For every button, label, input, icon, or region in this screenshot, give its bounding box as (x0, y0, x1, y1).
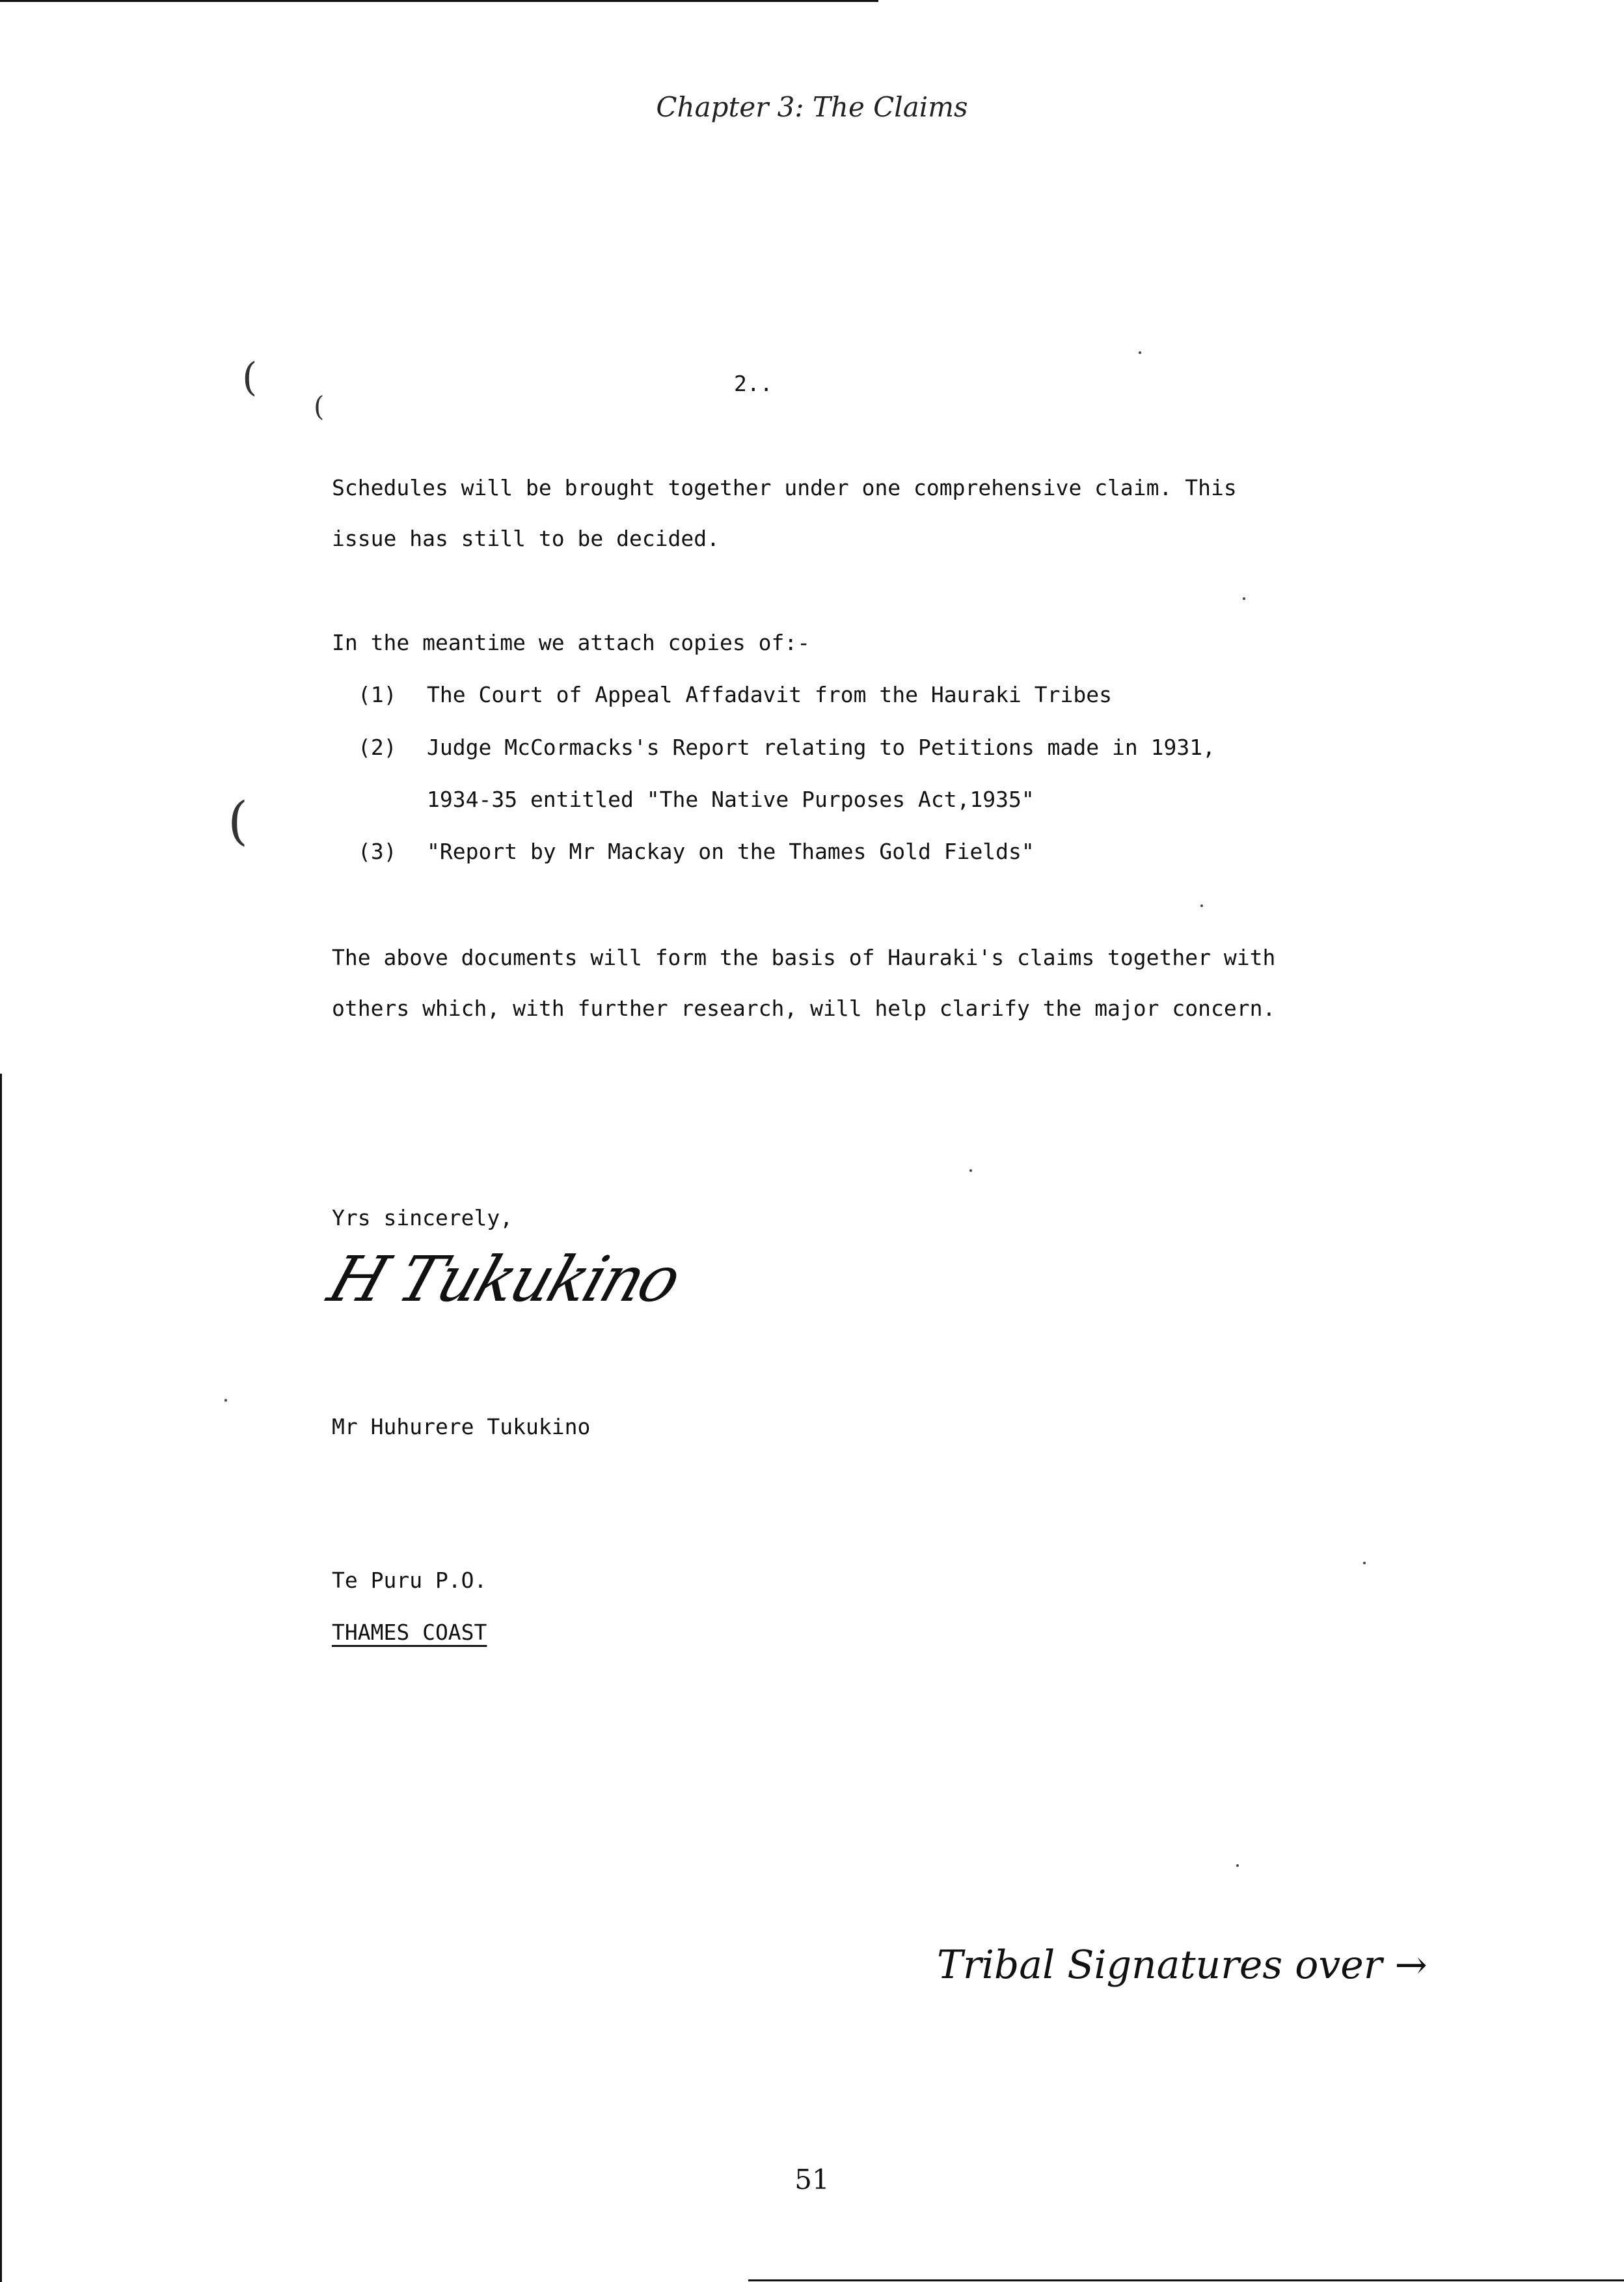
page-number: 51 (794, 2164, 830, 2195)
salutation: Yrs sincerely, (332, 1205, 513, 1230)
scan-speck (1363, 1562, 1366, 1564)
bottom-edge-rule (748, 2279, 1624, 2281)
attachment-number: (2) (358, 735, 397, 760)
address-line: THAMES COAST (332, 1620, 487, 1645)
attachment-text: The Court of Appeal Affadavit from the Hauraki Tribes (427, 682, 1112, 707)
attachment-number: (3) (358, 839, 397, 864)
tribal-signatures-note: Tribal Signatures over → (937, 1942, 1428, 1988)
scan-speck (1243, 597, 1245, 600)
scan-speck (1236, 1864, 1239, 1867)
scan-speck (969, 1169, 972, 1172)
page-continuation-marker: 2.. (734, 371, 773, 396)
attachment-text: Judge McCormacks's Report relating to Petitions made in 1931, (427, 735, 1215, 760)
signature: H Tukukino (319, 1243, 688, 1316)
chapter-header: Chapter 3: The Claims (656, 91, 968, 123)
top-edge-rule (0, 0, 878, 2)
attachment-text: 1934-35 entitled "The Native Purposes Act,1935" (427, 787, 1035, 812)
attachment-text: "Report by Mr Mackay on the Thames Gold Fields" (427, 839, 1035, 864)
margin-bracket-mark: ( (314, 390, 325, 422)
closing-line: The above documents will form the basis of Hauraki's claims together with (332, 945, 1276, 970)
closing-line: others which, with further research, will help clarify the major concern. (332, 996, 1276, 1021)
scan-speck (224, 1399, 227, 1402)
attachments-intro: In the meantime we attach copies of:- (332, 630, 811, 655)
address-line: Te Puru P.O. (332, 1568, 487, 1593)
signatory-name: Mr Huhurere Tukukino (332, 1414, 591, 1439)
intro-line: issue has still to be decided. (332, 526, 720, 551)
margin-bracket-mark: ( (242, 355, 258, 400)
scan-speck (1139, 351, 1141, 354)
intro-line: Schedules will be brought together under one comprehensive claim. This (332, 475, 1237, 500)
scan-speck (1200, 904, 1203, 907)
attachment-number: (1) (358, 682, 397, 707)
margin-bracket-mark: ( (228, 791, 249, 851)
left-edge-rule (0, 1074, 2, 2282)
